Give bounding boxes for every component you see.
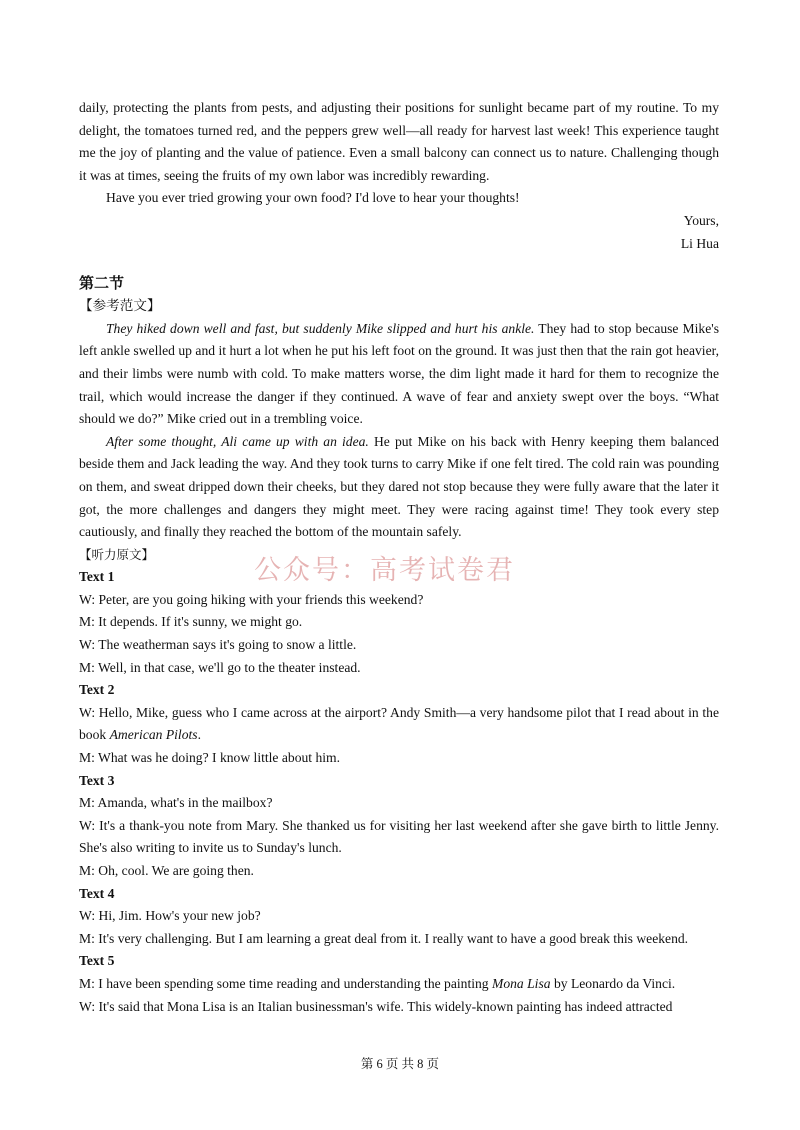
dialogue-line: M: What was he doing? I know little about him.	[79, 750, 341, 766]
text-label: Text 4	[79, 885, 115, 901]
dialogue-line: W: Peter, are you going hiking with your friends this weekend?	[79, 591, 424, 607]
dialogue-line: W: It's a thank-you note from Mary. She thanked us for visiting her last weekend after she gave birth to little Jenny. She's also writing to invite us to Sunday's lunch.	[79, 817, 719, 856]
essay-paragraph-2	[79, 431, 719, 544]
dialogue-line: W: The weatherman says it's going to snow a little.	[79, 637, 357, 653]
section-title: 第二节	[79, 276, 125, 293]
dialogue-line: M: Amanda, what's in the mailbox?	[79, 795, 273, 811]
page-number-footer: 第 6 页 共 8 页	[360, 1057, 440, 1071]
reference-essay-tag: 【参考范文】	[79, 298, 161, 314]
text-label: Text 2	[79, 682, 115, 698]
watermark: 公众号：高考试卷君	[254, 555, 515, 586]
listening-script-tag: 【听力原文】	[79, 547, 155, 562]
dialogue-line	[79, 702, 719, 747]
dialogue-line: M: It's very challenging. But I am learning a great deal from it. I really want to have a good break this weekend.	[79, 930, 689, 946]
dialogue-line-start: W: Hello, Mike, guess who I came across at the airport? Andy Smith—a very handsome pilot that I read about in the book	[79, 704, 719, 743]
text-label: Text 5	[79, 953, 115, 969]
letter-paragraph-end: daily, protecting the plants from pests, and adjusting their positions for sunlight became part of my routine. To my delight, the tomatoes turned red, and the peppers grew well—all ready for harvest last week! This experience taught me the joy of planting and the value of patience. Even a small balcony can connect us to nature. Challenging though it was at times, seeing the fruits of my own labor was incredibly rewarding.	[79, 100, 719, 183]
letter-closing-question: Have you ever tried growing your own food? I'd love to hear your thoughts!	[106, 190, 520, 206]
dialogue-line-start: M: I have been spending some time reading and understanding the painting	[79, 975, 492, 991]
dialogue-line: M: It depends. If it's sunny, we might go.	[79, 614, 303, 630]
text-label: Text 3	[79, 772, 115, 788]
dialogue-line-end: .	[197, 727, 201, 743]
text-label: Text 1	[79, 569, 115, 585]
dialogue-line	[79, 973, 719, 996]
dialogue-line: M: Well, in that case, we'll go to the theater instead.	[79, 659, 361, 675]
dialogue-line: W: Hi, Jim. How's your new job?	[79, 908, 261, 924]
essay-p1-body: They had to stop because Mike's left ankle swelled up and it hurt a lot when he put his left foot on the ground. It was just then that the rain got heavier, and their limbs were numb with cold. To make matters worse, the dim light made it hard for them to recognize the trail, which would increase the danger if they continued. A wave of fear and anxiety swept over the boys. “What should we do?” Mike cried out in a trembling voice.	[79, 320, 719, 427]
letter-signoff: Yours,	[683, 212, 719, 228]
essay-p2-lead: After some thought, Ali came up with an idea.	[106, 433, 369, 449]
dialogue-line: M: Oh, cool. We are going then.	[79, 863, 254, 878]
painting-title: Mona Lisa	[492, 975, 551, 991]
dialogue-line: W: It's said that Mona Lisa is an Italian businessman's wife. This widely-known painting has indeed attracted	[79, 998, 673, 1014]
book-title: American Pilots	[109, 727, 198, 743]
essay-p2-body: He put Mike on his back with Henry keeping them balanced beside them and Jack leading the way. And they took turns to carry Mike if one felt tired. The cold rain was pounding on them, and sweat dripped down their cheeks, but they dared not stop because they were fully aware that the later it got, the more challenges and dangers they might meet. They were racing against time! They took every step cautiously, and finally they reached the bottom of the mountain safely.	[79, 433, 719, 540]
essay-p1-lead: They hiked down well and fast, but suddenly Mike slipped and hurt his ankle.	[106, 320, 535, 336]
letter-signature: Li Hua	[680, 235, 719, 251]
dialogue-line-end: by Leonardo da Vinci.	[550, 975, 676, 991]
essay-paragraph-1	[79, 318, 719, 431]
